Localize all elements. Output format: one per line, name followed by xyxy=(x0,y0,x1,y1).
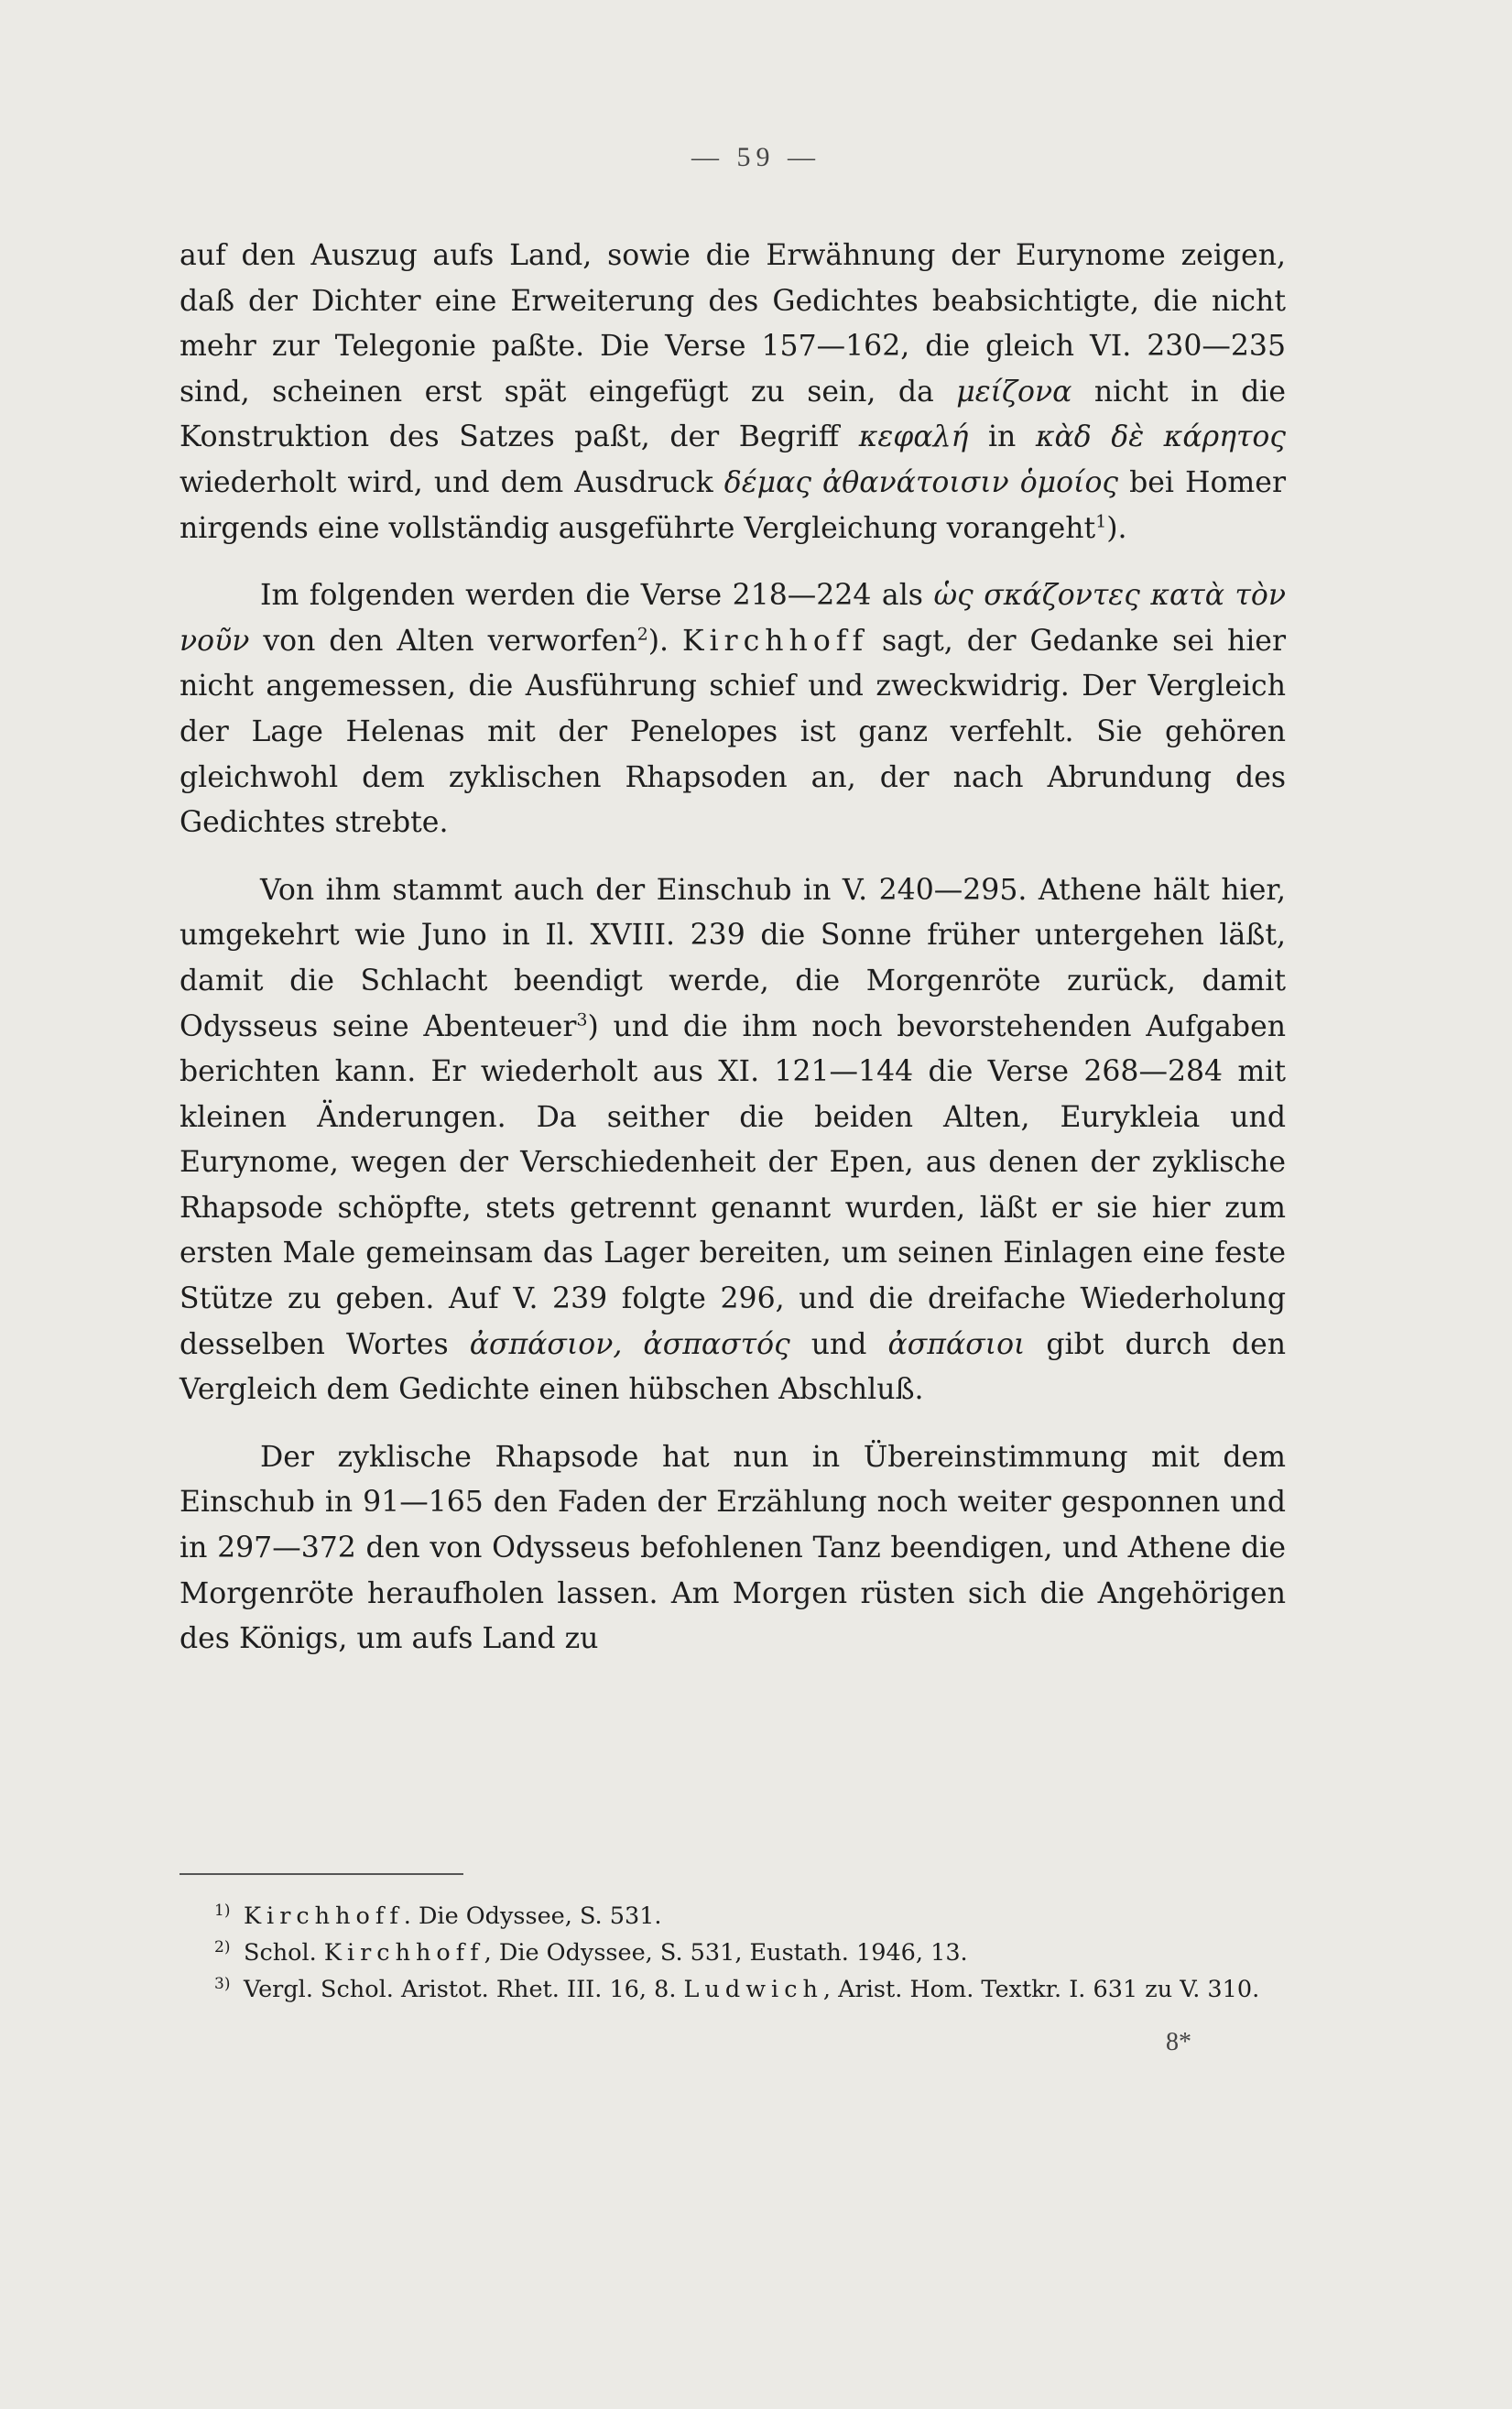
text-run: auf den Auszug aufs Land, sowie die Erwähnung der Eurynome zeigen, daß der Dichter eine Erweiterung des Gedichtes beabsichtigte, die nicht mehr zur Telegonie paßte. Die Verse 157—162, die gleich VI. 230—235 sind, scheinen erst spät eingefügt zu sein, da xyxy=(179,239,1286,409)
text-run: Schol. xyxy=(244,1939,324,1967)
author-name: Ludwich xyxy=(683,1976,823,2003)
greek-quote: δέμας ἀθανάτοισιν ὁμοίος xyxy=(723,465,1119,499)
text-run: . Die Odyssee, S. 531. xyxy=(403,1902,662,1930)
text-run: nicht in die Konstruktion des Satzes paßt, der Begriff xyxy=(179,375,1286,454)
author-name: Kirchhoff xyxy=(681,624,869,658)
text-run: ). xyxy=(1106,511,1127,545)
footnote-reference: 3 xyxy=(576,1009,588,1030)
greek-quote: ἀσπάσιον, ἀσπαστός xyxy=(469,1327,790,1361)
greek-quote: ἀσπάσιοι xyxy=(887,1327,1026,1361)
text-run: wiederholt wird, und dem Ausdruck xyxy=(179,465,724,499)
text-run: sagt, der Gedanke sei hier nicht angemessen, die Ausführung schief und zweckwidrig. Der Vergleich der Lage Helenas mit der Penelopes ist ganz verfehlt. Sie gehören gleichwohl dem zyklischen Rhapsoden an, der nach Abrundung des Gedichtes strebte. xyxy=(179,624,1287,840)
footnote-reference: 1 xyxy=(1095,511,1107,532)
text-run: in xyxy=(968,420,1036,454)
footnote: 2) Schol. Kirchhoff, Die Odyssee, S. 531, Eustath. 1946, 13. xyxy=(214,1937,968,1967)
footnote-separator xyxy=(179,1873,463,1875)
text-run: und xyxy=(789,1327,888,1361)
text-run: bei Homer nirgends eine vollständig ausgeführte Vergleichung vorangeht xyxy=(179,465,1286,545)
greek-quote: κεφαλή xyxy=(858,420,969,454)
footnote-reference: 2 xyxy=(636,624,648,645)
footnote: 1) Kirchhoff. Die Odyssee, S. 531. xyxy=(214,1901,662,1930)
text-run: , Arist. Hom. Textkr. I. 631 zu V. 310. xyxy=(822,1976,1260,2003)
signature-mark: 8* xyxy=(1166,2028,1191,2056)
text-run: Der zyklische Rhapsode hat nun in Übereinstimmung mit dem Einschub in 91—165 den Faden der Erzählung noch weiter gesponnen und in 297—372 den von Odysseus befohlenen Tanz beendigen, und Athene die Morgenröte heraufholen lassen. Am Morgen rüsten sich die Angehörigen des Königs, um aufs Land zu xyxy=(179,1440,1286,1656)
author-name: Kirchhoff xyxy=(323,1939,484,1967)
text-run: Von ihm stammt auch der Einschub in V. 240—295. Athene hält hier, umgekehrt wie Juno in Il. XVIII. 239 die Sonne früher untergehen läßt, damit die Schlacht beendigt werde, die Morgenröte zurück, damit Odysseus seine Abenteuer xyxy=(179,873,1286,1043)
paragraph xyxy=(179,868,1286,1413)
footnotes xyxy=(179,1898,1286,2008)
body-text xyxy=(179,234,1286,1662)
text-run: ) und die ihm noch bevorstehenden Aufgaben berichten kann. Er wiederholt aus XI. 121—144 die Verse 268—284 mit kleinen Änderungen. Da seither die beiden Alten, Eurykleia und Eurynome, wegen der Verschiedenheit der Epen, aus denen der zyklische Rhapsode schöpfte, stets getrennt genannt wurden, läßt er sie hier zum ersten Male gemeinsam das Lager bereiten, um seinen Einlagen eine feste Stütze zu geben. Auf V. 239 folgte 296, und die dreifache Wiederholung desselben Wortes xyxy=(179,1009,1286,1361)
greek-quote: κὰδ δὲ κάρητος xyxy=(1035,420,1287,454)
text-run: Im folgenden werden die Verse 218—224 als xyxy=(260,579,934,613)
paragraph xyxy=(179,573,1286,846)
footnote: 3) Vergl. Schol. Aristot. Rhet. III. 16, 8. Ludwich, Arist. Hom. Textkr. I. 631 zu V. 310. xyxy=(214,1974,1260,2003)
greek-quote: ὡς σκάζοντες κατὰ τὸν νοῦν xyxy=(179,579,1287,658)
greek-quote: μείζονα xyxy=(956,375,1072,409)
text-run: Vergl. Schol. Aristot. Rhet. III. 16, 8. xyxy=(244,1976,684,2003)
text-run: gibt durch den Vergleich dem Gedichte einen hübschen Abschluß. xyxy=(179,1327,1286,1407)
page-number-header: — 59 — xyxy=(691,142,821,172)
author-name: Kirchhoff xyxy=(244,1902,404,1930)
text-run: ). xyxy=(647,624,682,658)
text-run: von den Alten verworfen xyxy=(249,624,637,658)
paragraph xyxy=(179,234,1286,551)
text-run: , Die Odyssee, S. 531, Eustath. 1946, 13. xyxy=(484,1939,968,1967)
paragraph xyxy=(179,1435,1286,1662)
